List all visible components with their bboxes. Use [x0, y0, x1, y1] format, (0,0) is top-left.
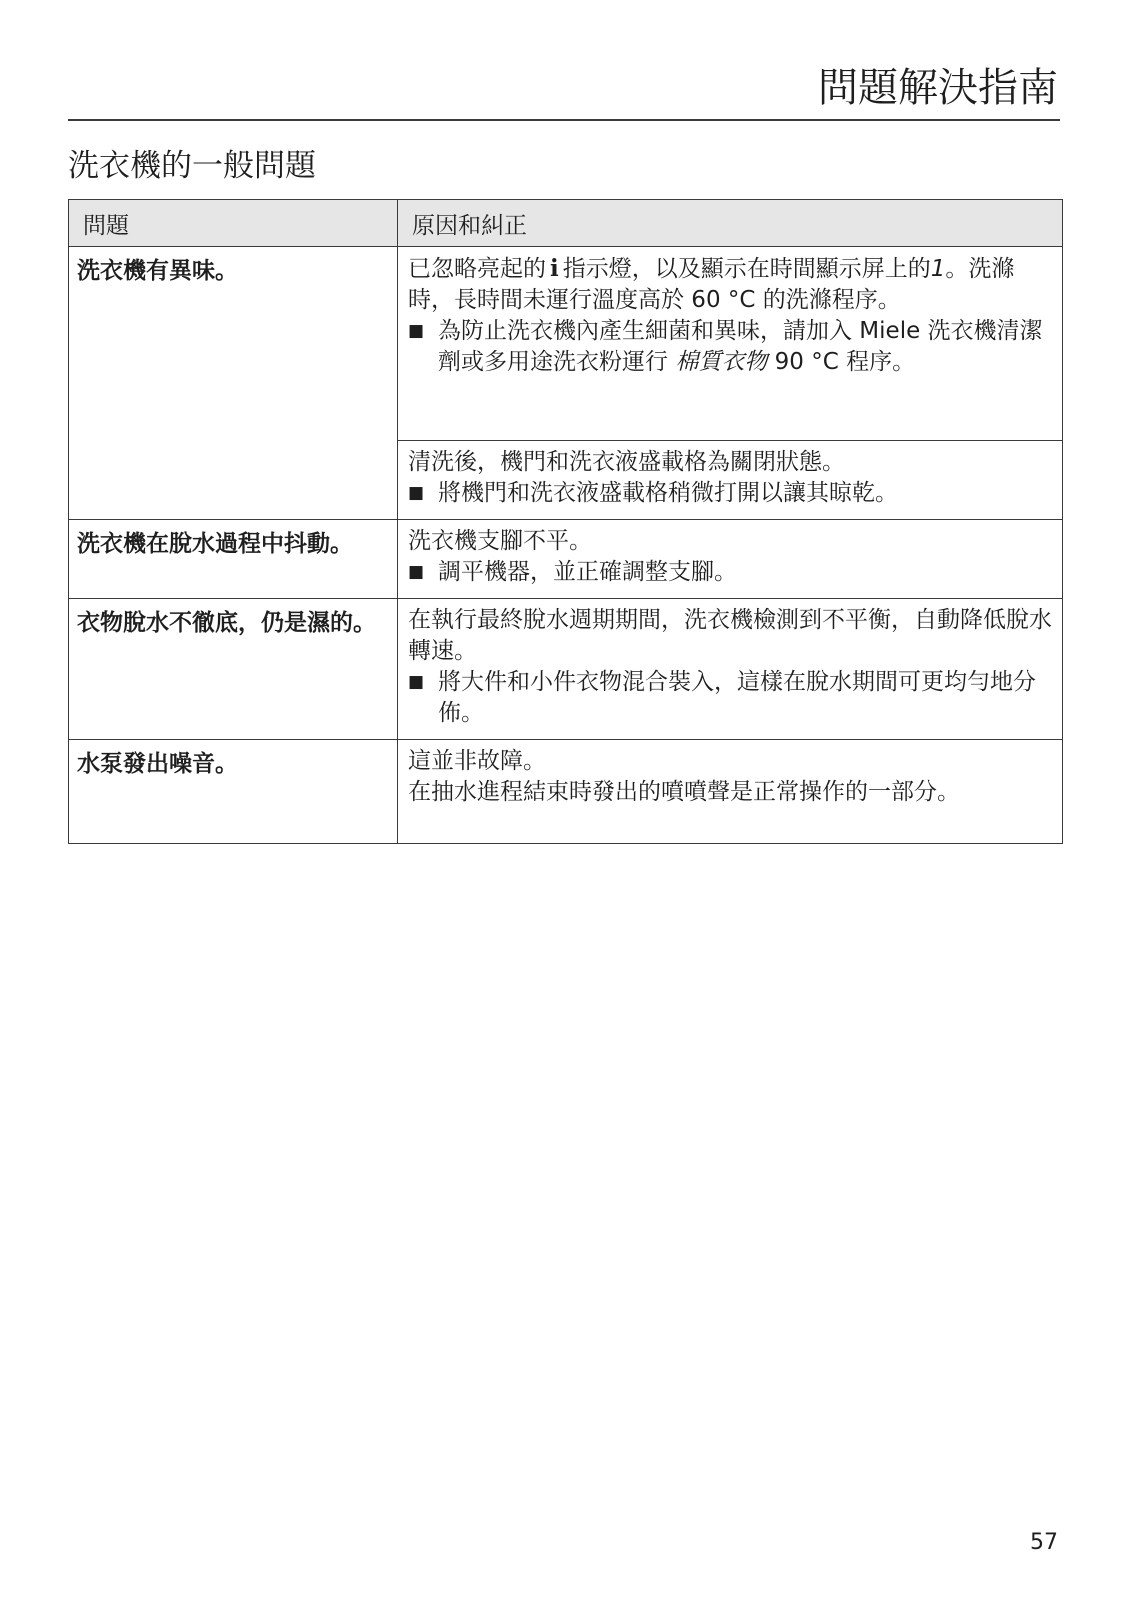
header-divider — [68, 119, 1060, 121]
troubleshooting-table — [68, 199, 1063, 844]
program-name: 棉質衣物 — [675, 349, 768, 375]
header-title: 問題解決指南 — [818, 65, 1058, 111]
remedy-item: ■ 調平機器，並正確調整支腳。 — [408, 557, 1052, 588]
bullet-square-icon: ■ — [408, 483, 425, 503]
problem-cell: 洗衣機有異味。 — [69, 247, 398, 520]
section-title: 洗衣機的一般問題 — [68, 148, 316, 184]
cause-cell — [398, 520, 1063, 599]
cause-cell — [398, 740, 1063, 844]
cause-cell — [398, 247, 1063, 441]
info-icon: i — [550, 255, 559, 282]
cause-cell — [398, 599, 1063, 740]
cause-text: 已忽略亮起的 i 指示燈，以及顯示在時間顯示屏上的1。洗滌時，長時間未運行溫度高於 60 °C 的洗滌程序。 — [408, 255, 1015, 313]
page-number: 57 — [1030, 1530, 1058, 1555]
column-header-problem: 問題 — [69, 200, 398, 247]
table-header-row — [69, 200, 1063, 247]
cause-text: 清洗後，機門和洗衣液盛載格為關閉狀態。 — [408, 449, 845, 475]
remedy-item: ■ 將大件和小件衣物混合裝入，這樣在脫水期間可更均勻地分佈。 — [408, 669, 1036, 726]
table-row — [69, 520, 1063, 599]
bullet-square-icon: ■ — [408, 562, 425, 582]
display-glyph: 1 — [930, 256, 946, 282]
cause-text: 這並非故障。 — [408, 748, 546, 774]
bullet-square-icon: ■ — [408, 321, 425, 341]
remedy-item: ■ 為防止洗衣機內產生細菌和異味，請加入 Miele 洗衣機清潔劑或多用途洗衣粉運行 棉質衣物 90 °C 程序。 — [408, 318, 1043, 375]
table-row — [69, 740, 1063, 844]
problem-cell: 衣物脫水不徹底，仍是濕的。 — [69, 599, 398, 740]
cause-text: 在抽水進程結束時發出的噴噴聲是正常操作的一部分。 — [408, 779, 960, 805]
remedy-item: ■ 將機門和洗衣液盛載格稍微打開以讓其晾乾。 — [408, 478, 1052, 509]
cause-text: 在執行最終脫水週期期間，洗衣機檢測到不平衡，自動降低脫水轉速。 — [408, 607, 1052, 664]
problem-cell: 洗衣機在脫水過程中抖動。 — [69, 520, 398, 599]
table-row — [69, 247, 1063, 441]
table-row — [69, 599, 1063, 740]
cause-text: 洗衣機支腳不平。 — [408, 528, 592, 554]
column-header-cause: 原因和糾正 — [398, 200, 1063, 247]
cause-cell — [398, 441, 1063, 520]
problem-cell: 水泵發出噪音。 — [69, 740, 398, 844]
bullet-square-icon: ■ — [408, 672, 425, 692]
